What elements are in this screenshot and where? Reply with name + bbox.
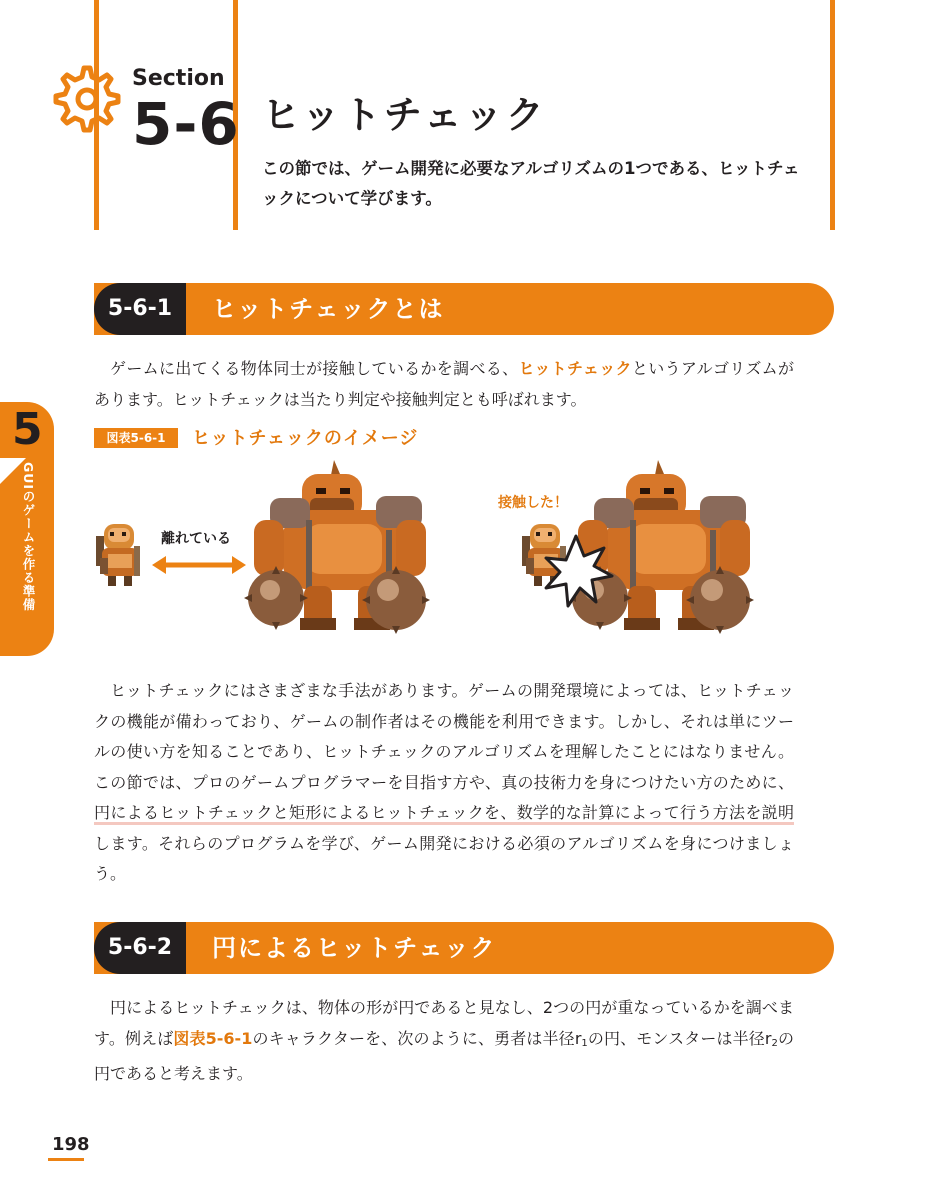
text: ゲームに出てくる物体同士が接触しているかを調べる、 — [110, 359, 519, 378]
text: の円であると考えます。 — [94, 1028, 794, 1083]
monster-sprite-right — [568, 460, 754, 634]
text: ヒットチェックにはさまざまな手法があります。ゲームの開発環境によっては、ヒットチェックの機能が備わっており、ゲームの制作者はその機能を利用できます。しかし、それは単にツールの使い方を知ることであり、ヒットチェックのアルゴリズムを理解したことにはなりません。この節では、プロのゲームプログラマーを目指す方や、真の技術力を身につけたい方のために、 — [94, 681, 794, 792]
text: のキャラクターを、次のように、勇者は半径 — [252, 1028, 575, 1048]
paragraph-circle-check — [94, 993, 794, 1090]
radius-symbol: r — [764, 1028, 772, 1048]
subscript: 2 — [771, 1037, 778, 1049]
underlined-text: 円によるヒットチェックと矩形によるヒットチェックを、数学的な計算によって行う方法を説明 — [94, 803, 794, 825]
page-number: 198 — [52, 1134, 90, 1155]
subscript: 1 — [581, 1037, 588, 1049]
label-contact: 接触した！ — [498, 495, 568, 511]
text: 円によるヒットチェックは、物体の形が円であると見なし、2つの円が重なっているかを調べます。例えば — [94, 998, 794, 1048]
radius-symbol: r — [574, 1028, 582, 1048]
paragraph-methods — [94, 676, 794, 890]
section-lead: この節では、ゲーム開発に必要なアルゴリズムの1つである、ヒットチェックについて学びます。 — [262, 159, 800, 208]
heading-number: 5-6-2 — [94, 922, 186, 974]
chapter-number: 5 — [12, 404, 43, 455]
hero-sprite-left — [96, 524, 140, 586]
page-title: ヒットチェック — [262, 93, 547, 137]
monster-sprite-left — [244, 460, 430, 634]
label-apart: 離れている — [161, 531, 231, 547]
text: の円、モンスターは半径 — [587, 1028, 765, 1048]
text: というアルゴリズムがあります。ヒットチェックは当たり判定や接触判定とも呼ばれます。 — [94, 359, 794, 409]
figure-title: ヒットチェックのイメージ — [192, 428, 419, 449]
chapter-title: GUIのゲームを作る準備 — [21, 462, 36, 612]
heading-number: 5-6-1 — [94, 283, 186, 335]
heading-title: 円によるヒットチェック — [212, 934, 497, 962]
hit-check-illustration — [90, 458, 770, 668]
gear-icon — [50, 62, 124, 136]
figure-reference[interactable]: 図表5-6-1 — [173, 1028, 253, 1048]
heading-title: ヒットチェックとは — [212, 295, 445, 323]
paragraph-intro — [94, 354, 794, 415]
keyword-hit-check: ヒットチェック — [518, 359, 632, 378]
heading-bar-5-6-1 — [94, 283, 834, 335]
double-arrow-icon — [152, 556, 246, 574]
section-number: 5-6 — [132, 90, 240, 158]
figure-tag: 図表5-6-1 — [94, 428, 178, 448]
header-rule-right — [830, 0, 835, 230]
text: します。それらのプログラムを学び、ゲーム開発における必須のアルゴリズムを身につけましょう。 — [94, 833, 794, 883]
page-number-rule — [48, 1158, 84, 1161]
section-label: Section — [132, 66, 225, 91]
